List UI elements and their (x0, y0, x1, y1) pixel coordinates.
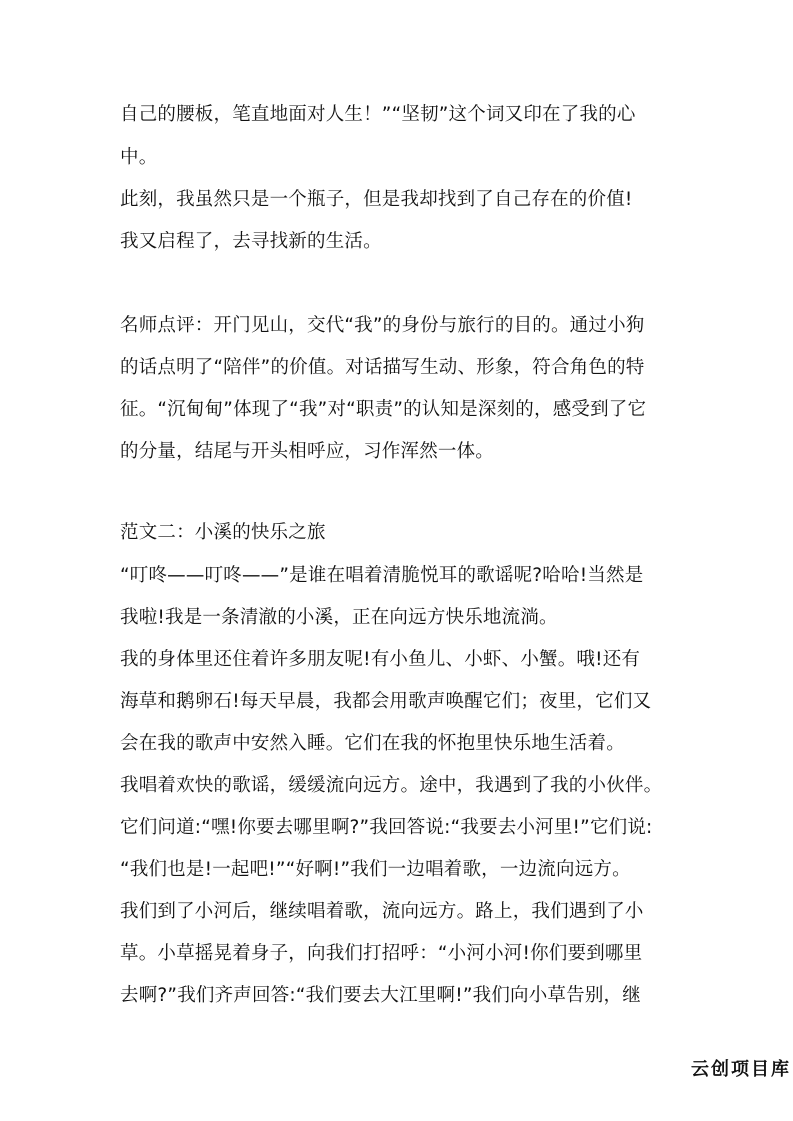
text-line: 它们问道:“嘿!你要去哪里啊?”我回答说:“我要去小河里!”它们说: (120, 817, 653, 838)
watermark-label: 云创项目库 (691, 1059, 791, 1080)
comment-line: 的话点明了“陪伴”的价值。对话描写生动、形象，符合角色的特 (120, 357, 645, 378)
text-line: 我又启程了，去寻找新的生活。 (120, 231, 382, 252)
text-line: 我们到了小河后，继续唱着歌，流向远方。路上，我们遇到了小 (120, 901, 644, 922)
section-heading: 范文二：小溪的快乐之旅 (120, 522, 326, 543)
text-line: 此刻，我虽然只是一个瓶子，但是我却找到了自己存在的价值! (120, 189, 633, 210)
comment-line: 名师点评：开门见山，交代“我”的身份与旅行的目的。通过小狗 (120, 315, 645, 336)
text-line: 我唱着欢快的歌谣，缓缓流向远方。途中，我遇到了我的小伙伴。 (120, 775, 663, 796)
text-line: 我的身体里还住着许多朋友呢!有小鱼儿、小虾、小蟹。哦!还有 (120, 649, 641, 670)
text-line: 我啦!我是一条清澈的小溪，正在向远方快乐地流淌。 (120, 607, 558, 628)
text-line: 自己的腰板，笔直地面对人生！”“坚韧”这个词又印在了我的心 (120, 104, 636, 125)
text-line: 草。小草摇晃着身子，向我们打招呼：“小河小河!你们要到哪里 (120, 943, 643, 964)
text-line: “叮咚——叮咚——”是谁在唱着清脆悦耳的歌谣呢?哈哈!当然是 (120, 565, 644, 586)
text-line: 海草和鹅卵石!每天早晨，我都会用歌声唤醒它们；夜里，它们又 (120, 691, 652, 712)
text-line: 去啊?”我们齐声回答:“我们要去大江里啊!”我们向小草告别，继 (120, 985, 641, 1006)
text-line: 中。 (120, 147, 158, 168)
comment-line: 征。“沉甸甸”体现了“我”对“职责”的认知是深刻的，感受到了它 (120, 399, 647, 420)
comment-line: 的分量，结尾与开头相呼应，习作浑然一体。 (120, 441, 495, 462)
text-line: “我们也是!一起吧!”“好啊!”我们一边唱着歌，一边流向远方。 (120, 859, 631, 880)
text-line: 会在我的歌声中安然入睡。它们在我的怀抱里快乐地生活着。 (120, 733, 625, 754)
